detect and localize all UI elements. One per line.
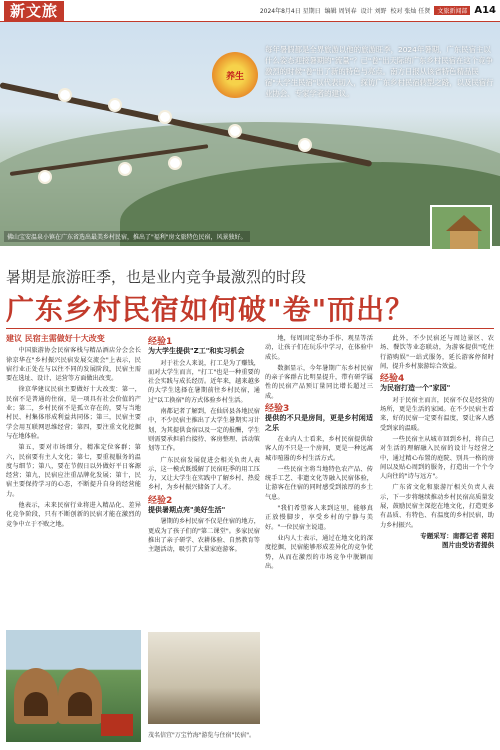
paragraph: 对于社会人来说，打工是为了赚钱，而对大学生而言，"打工"也是一种重要的社会实践与成长经历。近年来，越来越多的大学生选择在暑期前往乡村民宿，通过"以工换宿"的方式体验乡村生活。 (148, 359, 260, 404)
column-3 (265, 334, 373, 573)
blossom-icon (230, 126, 240, 136)
festival-logo (212, 52, 258, 98)
editor-credit: 编辑 周钊春 (324, 8, 357, 15)
article-subtitle: 暑期是旅游旺季，也是业内竞争最激烈的时段 (6, 268, 307, 286)
blossom-icon (40, 172, 50, 182)
paragraph: 此外，不少民宿还与周边景区、农场、餐饮等业态联动，为游客提供"吃住行游购娱"一站式服务，延长游客停留时间，提升乡村旅游综合效益。 (380, 335, 494, 370)
inset-photo (430, 205, 492, 251)
paragraph: 业内人士表示，通过在地文化的深度挖掘，民宿能够形成差异化的竞争优势，从而在激烈的市场竞争中脱颖而出。 (265, 534, 373, 570)
paragraph: 一些民宿主从城市回到乡村，将自己对生活的理解融入民宿的设计与经营之中，通过精心布置的庭院、别具一格的房间以及贴心周到的服务，打造出一个个令人向往的"诗与远方"。 (380, 435, 494, 481)
paragraph: 暑期的乡村民宿不仅是住宿的地方，更成为了孩子们的"第二课堂"。多家民宿推出了亲子研学、农耕体验、自然教育等主题活动，吸引了大量家庭游客。 (148, 518, 260, 554)
paragraph: 对于民宿主而言，民宿不仅是经营的场所，更是生活的家园。在不少民宿主看来，好的民宿一定要有温度，要让客人感受到家的温暖。 (380, 396, 494, 432)
photo-caption: 茂名信宜"万宝竹海"游览与住宿"民宿"。 (148, 732, 256, 739)
paragraph: 地，每周固定举办手作、观星等活动，让孩子们在玩乐中学习，在体验中成长。 (265, 335, 373, 361)
column-1 (6, 334, 141, 531)
logo-text: 养生 (225, 71, 244, 82)
bamboo-photo (148, 632, 260, 724)
header-meta (260, 5, 496, 16)
experience-label: 经验1 (148, 337, 173, 347)
blossom-icon (110, 100, 120, 110)
blossom-icon (170, 158, 180, 168)
design-credit: 设计 刘野 (360, 8, 387, 15)
dome-hut (14, 668, 58, 724)
blossom-icon (60, 90, 70, 100)
column-2 (148, 334, 260, 557)
page-number: A14 (474, 5, 496, 16)
experience-title: 提供的不只是房间，更是乡村闲适之乐 (265, 414, 373, 432)
hut-roof (446, 215, 482, 231)
paragraph: 广东省文化和旅游厅相关负责人表示，下一步将继续推动乡村民宿高质量发展，鼓励民宿主深挖在地文化，打造更多有品质、有特色、有温度的乡村民宿，助力乡村振兴。 (380, 484, 494, 529)
red-cabin (101, 714, 133, 736)
photo-credit: 图片由受访者提供 (442, 541, 494, 550)
paragraph: 徐京华建议民宿主要做好十大改变：第一，民宿不是普通的住宿，是一项具有社会价值的产业；第二，乡村民宿不是孤立存在的，要与当地村民、村集体形成利益共同体；第三，民宿主要学会用互联网思维经营；第四，要注重文化挖掘与在地体验。 (6, 386, 141, 440)
paragraph: 他表示，未来民宿行业将进入精品化、差异化竞争阶段，只有不断创新的民宿才能在激烈的竞争中立于不败之地。 (6, 502, 141, 528)
blossom-icon (120, 164, 130, 174)
blossom-icon (160, 112, 170, 122)
proof-credit: 校对 张灿 任贤 (390, 8, 431, 15)
paragraph: 一些民宿主将当地特色农产品、传统手工艺、非遗文化等融入民宿体验，让游客在住宿的同时感受到浓厚的乡土气息。 (265, 465, 373, 501)
huts-photo (6, 630, 141, 742)
paragraph: 广东民宿发展促进会相关负责人表示，这一模式既缓解了民宿旺季的用工压力，又让大学生在实践中了解乡村、热爱乡村，为乡村振兴储备了人才。 (148, 456, 260, 492)
experience-title: 为大学生提供"Z工"和实习机会 (148, 347, 245, 356)
experience-title: 为民宿打造一个"家园" (380, 384, 451, 393)
paragraph: 第五，要对市场细分，精准定位客群；第六，民宿要有主人文化；第七，要重视服务的温度与细节；第八，要在节假日以外做好平日客源经营；第九，民宿应注重品牌化发展；第十，民宿主要保持学习的心态，不断提升自身的经营能力。 (6, 444, 141, 498)
article-title: 广东乡村民宿如何破"卷"而出？ (6, 293, 415, 326)
paragraph: 南都记者了解到，在仙居县各地民宿中，不少民宿主推出了大学生暑期实习计划，为其提供食宿以及一定的报酬，学生则需要承担前台接待、客房整理、活动策划等工作。 (148, 408, 260, 453)
hut-wall (450, 231, 478, 249)
blossom-icon (300, 140, 310, 150)
experience-label: 经验3 (265, 404, 290, 415)
column-4 (380, 334, 494, 551)
dome-hut (58, 668, 102, 724)
experience-label: 经验2 (148, 495, 173, 506)
experience-title: 提供暑期点亮"美好生活" (148, 506, 226, 515)
byline: 专题采写：南都记者 蒋阳 (420, 531, 494, 540)
masthead (0, 0, 500, 22)
paragraph: 中国旅游协会民宿客栈与精品酒店分会会长徐京华在"乡村振兴民宿发展交流会"上表示，民宿行业正处在与以往不同的发展阶段，民宿主需要在选址、设计、运营等方面做出改变。 (6, 347, 141, 383)
intro-paragraph: 每年暑假都是全界旅游以他的旅游旺季，2024年暑期，广东民宿主以什么姿态迎接暑期的"流量"？已"卷"出天际的广东乡村民宿在这个竞争激烈的时候"卷"出了新的特色与亮点。南方日报从该省特色精品民宿"大学生民宿"以代表切入，探访广东乡村民宿转型之路，以及民宿行业协会、专家学者的建议。 (265, 45, 494, 98)
issue-date: 2024年8月4日 星期日 (259, 8, 321, 15)
experience-label: 经验4 (380, 374, 405, 385)
paragraph: 在业内人士看来，乡村民宿提供给客人的不只是一个房间，更是一种远离城市喧嚣的乡村生活方式。 (265, 435, 373, 462)
desk-badge: 文旅新闻部 (434, 6, 470, 15)
paragraph: 数据显示，今年暑期广东乡村民宿的亲子客群占比明显提升，带有研学属性的民宿产品预订量同比增长超过三成。 (265, 364, 373, 400)
divider (6, 328, 494, 329)
column-heading: 建议 民宿主需做好十大改变 (6, 334, 105, 343)
hero-caption: 佛山宝安温泉小镇在广东省选出最美乡村民宿，推出了"福利"房文旅特色民宿，风景独好。 (4, 231, 250, 242)
paragraph: "我们希望客人来到这里，能够真正放慢脚步，享受乡村的宁静与美好。"一位民宿主说道。 (265, 505, 373, 531)
section-tag: 新文旅 (4, 1, 64, 21)
